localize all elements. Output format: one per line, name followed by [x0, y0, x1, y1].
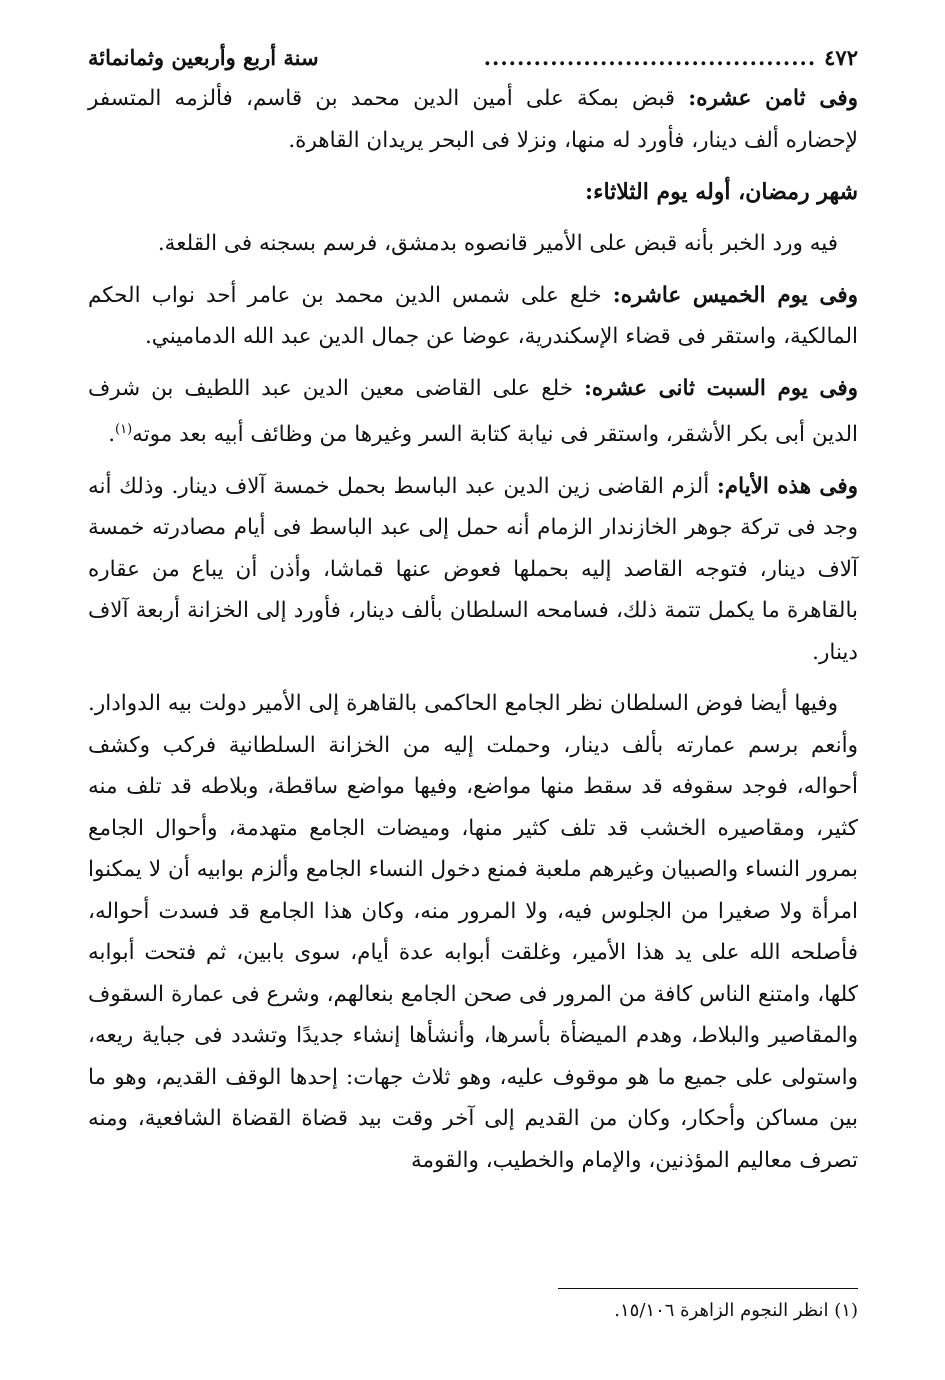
paragraph-eighteenth — [88, 78, 858, 161]
paragraph-text-end: . — [108, 422, 116, 448]
paragraph-lead: وفى يوم السبت ثانى عشره: — [583, 375, 858, 401]
paragraph-text: ألزم القاضى زين الدين عبد الباسط بحمل خمسة آلاف دينار. وذلك أنه وجد فى تركة جوهر الخازندار الزمام أنه حمل إلى عبد الباسط فى أيام مصادرته خمسة آلاف دينار، فتوجه القاصد إليه بحملها فعوض عنها قماشا، وأذن أن يباع من عقاره بالقاهرة ما يكمل تتمة ذلك، فسامحه السلطان بألف دينار، فأورد إلى الخزانة أربعة آلاف دينار. — [88, 473, 858, 665]
paragraph-saturday — [88, 368, 858, 456]
paragraph-lead: وفى ثامن عشره: — [688, 86, 858, 111]
paragraph-lead: وفى هذه الأيام: — [716, 473, 858, 499]
header-leader-dots: ........................................ — [483, 45, 817, 70]
paragraph-hakimi-mosque — [88, 683, 858, 1181]
page-number: ٤٧٢ — [824, 45, 858, 70]
footnote: (١) انظر النجوم الزاهرة ١٥/١٠٦. — [614, 1300, 858, 1321]
paragraph-these-days — [88, 466, 858, 674]
month-heading: شهر رمضان، أوله يوم الثلاثاء: — [584, 179, 858, 205]
paragraph-text: خلع على شمس الدين محمد بن عامر أحد نواب الحكم المالكية، واستقر فى قضاء الإسكندرية، عوضا عن جمال الدين عبد الله الدماميني. — [88, 282, 858, 349]
running-header — [88, 38, 858, 78]
paragraph-qansuh — [88, 223, 858, 265]
footnote-divider — [558, 1288, 858, 1289]
paragraph-text: خلع على القاضى معين الدين عبد اللطيف بن شرف الدين أبى بكر الأشقر، واستقر فى نيابة كتابة السر وغيرها من وظائف أبيه بعد موته — [88, 375, 858, 448]
paragraph-text: فيه ورد الخبر بأنه قبض على الأمير قانصوه بدمشق، فرسم بسجنه فى القلعة. — [157, 231, 838, 256]
book-page — [88, 38, 858, 1358]
paragraph-text: وفيها أيضا فوض السلطان نظر الجامع الحاكمى بالقاهرة إلى الأمير دولت بيه الدوادار. وأنعم برسم عمارته بألف دينار، وحملت إليه من الخزانة السلطانية فركب وكشف أحواله، فوجد سقوفه قد سقط منها مواضع، وفيها مواضع ساقطة، وبلاطه قد تلف منه كثير، ومقاصيره الخشب قد تلف كثير منها، وميضات الجامع متهدمة، وأحوال الجامع بمرور النساء والصبيان وغيرهم ملعبة فمنع دخول النساء الجامع وألزم بوابيه أن لا يمكنوا امرأة ولا صغيرا من الجلوس فيه، ولا المرور منه، وكان هذا الجامع قد فسدت أحواله، فأصلحه الله على يد هذا الأمير، وغلقت أبوابه عدة أيام، سوى بابين، ثم فتحت أبوابه كلها، وامتنع الناس كافة من المرور فى صحن الجامع بنعالهم، وشرع فى عمارة السقوف والمقاصير والبلاط، وهدم الميضأة بأسرها، وأنشأها إنشاء جديدًا وتشدد فى جباية ريعه، واستولى على جميع ما هو موقوف عليه، وهو ثلاث جهات: إحدها الوقف القديم، وهو ما بين مساكن وأحكار، وكان من القديم إلى آخر وقت بيد قضاة القضاة الشافعية، ومنه تصرف معاليم المؤذنين، والإمام والخطيب، والقومة — [88, 691, 858, 1173]
paragraph-lead: وفى يوم الخميس عاشره: — [612, 282, 858, 308]
footnote-reference[interactable]: (١) — [115, 422, 133, 437]
paragraph-text: قبض بمكة على أمين الدين محمد بن قاسم، فألزمه المتسفر لإحضاره ألف دينار، فأورد له منها، ونزلا فى البحر يريدان القاهرة. — [88, 86, 858, 153]
paragraph-thursday — [88, 275, 858, 358]
header-title: سنة أربع وأربعين وثمانمائة — [88, 45, 319, 70]
